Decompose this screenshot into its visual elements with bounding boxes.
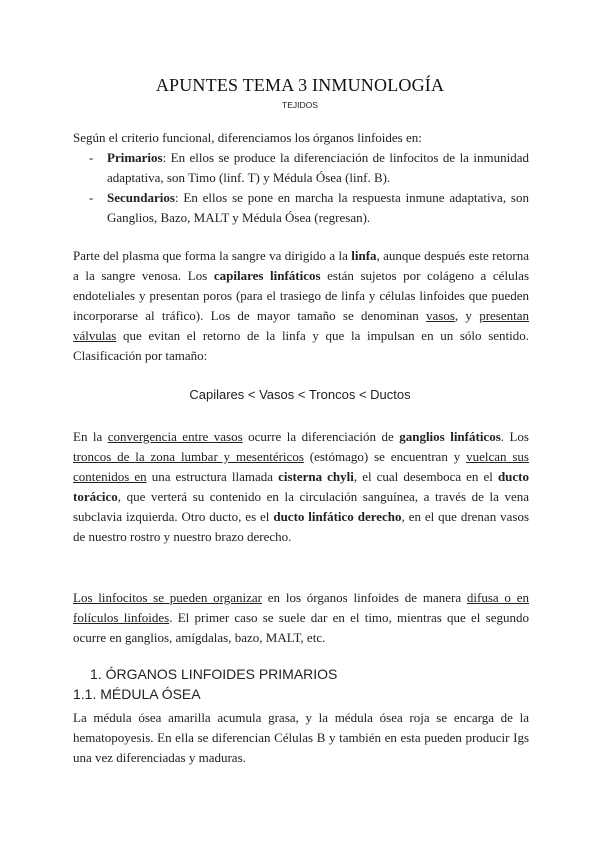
text-run: que evitan el retorno de la linfa y que la impulsan en un sólo sentido. Clasificación por tamaño: (73, 328, 529, 363)
underlined-term: convergencia entre vasos (107, 429, 243, 444)
text-run: En la (73, 429, 108, 444)
list-dash: - (89, 190, 94, 205)
paragraph-medula: La médula ósea amarilla acumula grasa, y la médula ósea roja se encarga de la hematopoyesis. En ella se diferencian Células B y también en esta pueden producir Igs una vez diferenciadas y maduras. (73, 710, 529, 765)
list-item-text: : En ellos se produce la diferenciación de linfocitos de la inmunidad adaptativa, son Timo (linf. T) y Médula Ósea (linf. B). (107, 150, 529, 185)
bold-term: capilares linfáticos (213, 268, 321, 283)
lymphoid-organ-list (73, 148, 529, 228)
underlined-term: troncos de la zona lumbar y mesentéricos (73, 449, 304, 464)
text-run: , y (454, 308, 480, 323)
list-item-term: Primarios (107, 150, 163, 165)
text-run: , que verterá su contenido en la circulación sanguínea, a través de la vena subclavia izquierda. Otro ducto, es el (73, 489, 529, 524)
text-run: en los órganos linfoides de manera (261, 590, 467, 605)
text-run: (estómago) se encuentran y (303, 449, 467, 464)
paragraph-linfocitos (73, 588, 529, 648)
document-title: APUNTES TEMA 3 INMUNOLOGÍA (155, 75, 445, 95)
text-run: una estructura llamada (146, 469, 279, 484)
section-heading: 1. ÓRGANOS LINFOIDES PRIMARIOS (90, 666, 338, 682)
text-run: , aunque después este retorna a la sangre venosa. Los (73, 248, 529, 283)
text-run: , el cual desemboca en el (353, 469, 498, 484)
text-run: . El primer caso se suele dar en el timo, mientras que el segundo ocurre en ganglios, amígdalas, bazo, MALT, etc. (73, 610, 529, 645)
intro-section (73, 128, 529, 228)
paragraph-lymph (73, 246, 529, 366)
text-run: . Los (500, 429, 529, 444)
bold-term: ganglios linfáticos (399, 429, 501, 444)
bold-term: linfa (351, 248, 377, 263)
underlined-term: difusa o en folículos linfoides (73, 590, 529, 625)
text-run: , en el que drenan vasos de nuestro rostro y nuestro brazo derecho. (73, 509, 530, 544)
text-run: están sujetos por colágeno a células endoteliales y presentan poros (para el trasiego de linfa y células linfoides que pueden incorporarse al tráfico). Los de mayor tamaño se denominan (73, 268, 530, 323)
list-item-term: Secundarios (107, 190, 175, 205)
text-run: ocurre la diferenciación de (242, 429, 400, 444)
bold-term: cisterna chyli (278, 469, 354, 484)
text-run: Parte del plasma que forma la sangre va dirigido a la (73, 248, 352, 263)
list-item (73, 148, 529, 188)
underlined-term: vuelcan sus contenidos en (73, 449, 529, 484)
subsection-heading: 1.1. MÉDULA ÓSEA (73, 686, 201, 702)
intro-text: Según el criterio funcional, diferenciamos los órganos linfoides en: (73, 130, 422, 145)
underlined-term: vasos (426, 308, 455, 323)
paragraph-ganglios (73, 427, 529, 547)
bold-term: ducto torácico (73, 469, 529, 504)
size-classification: Capilares < Vasos < Troncos < Ductos (189, 387, 411, 402)
list-item-text: : En ellos se pone en marcha la respuesta inmune adaptativa, son Ganglios, Bazo, MALT y Médula Ósea (regresan). (107, 190, 529, 225)
list-item (73, 188, 529, 228)
underlined-term: Los linfocitos se pueden organizar (73, 590, 262, 605)
bold-term: ducto linfático derecho (273, 509, 402, 524)
underlined-term: presentan válvulas (73, 308, 529, 343)
list-dash: - (89, 150, 94, 165)
document-subtitle: TEJIDOS (282, 100, 318, 110)
